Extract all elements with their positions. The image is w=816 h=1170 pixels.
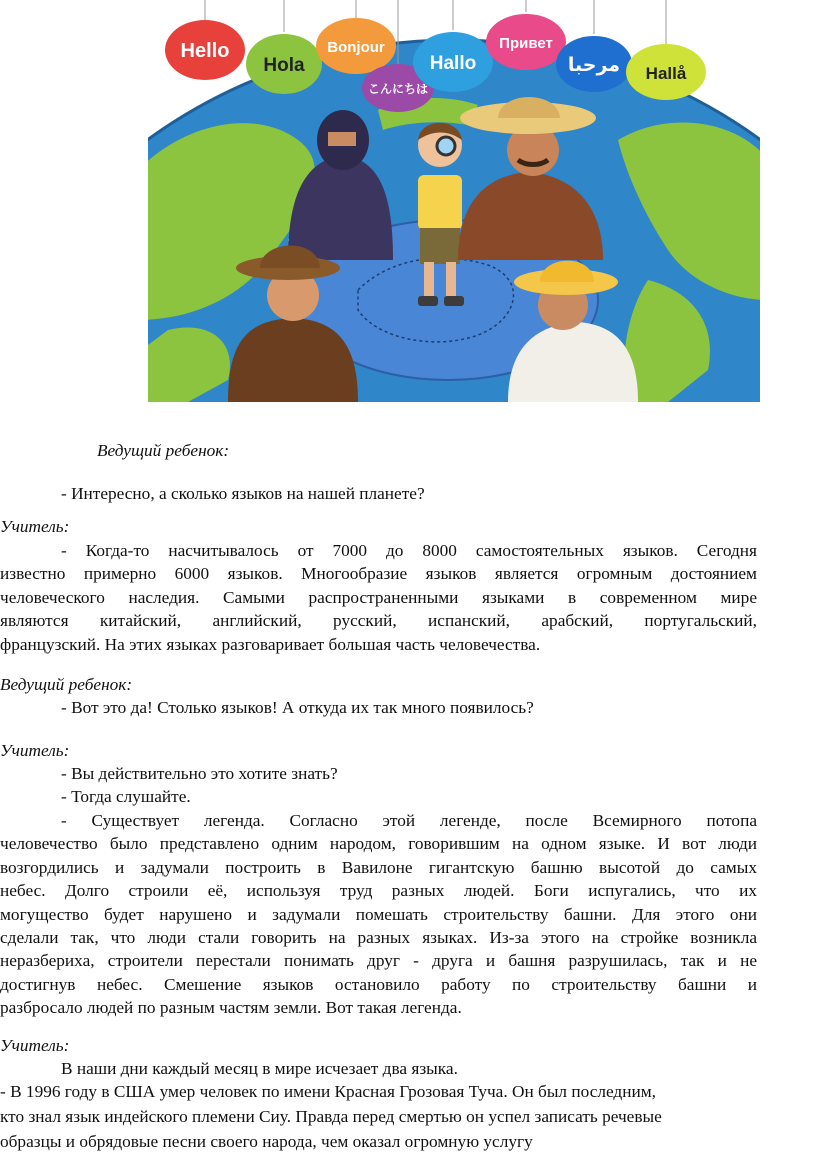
greeting-halla: Hallå [645,64,687,83]
paragraph-line: являются китайский, английский, русский, испанский, арабский, португальский, [0,611,757,631]
question-line: - Интересно, а сколько языков на нашей планете? [61,484,425,503]
paragraph-line: французский. На этих языках разговаривает большая часть человечества. [0,634,541,654]
final-line: - В 1996 году в США умер человек по имени Красная Грозовая Туча. Он был последним, [0,1082,656,1101]
greeting-hola: Hola [263,55,305,76]
legend-line: человечество было представлено одним народом, говорившим на одном языке. И вот люди [0,834,757,854]
speaker-teacher: Учитель: [0,1036,70,1055]
legend-line: возгордились и задумали построить в Вавилоне гигантскую башню высотой до самых [0,857,757,877]
greeting-hallo: Hallo [429,53,477,74]
dialogue-line: - Тогда слушайте. [61,787,191,806]
greeting-marhaba: مرحبا [567,55,621,76]
dialogue-line: - Вы действительно это хотите знать? [61,764,338,783]
paragraph-line: известно примерно 6000 языков. Многообразие языков является огромным достоянием [0,564,757,584]
greeting-bonjour: Bonjour [327,39,385,56]
speaker-teacher: Учитель: [0,517,70,536]
hero-illustration [148,0,760,402]
speaker-lead-child: Ведущий ребенок: [97,441,230,460]
paragraph-line: - Когда-то насчитывалось от 7000 до 8000 самостоятельных языков. Сегодня [61,541,757,560]
legend-line: неразбериха, строители перестали понимать друг - друга и башня разрушилась, так и не [0,951,757,971]
legend-line: небес. Долго строили её, используя труд разных людей. Боги испугались, что их [0,881,757,901]
dialogue-line: В наши дни каждый месяц в мире исчезает два языка. [61,1059,458,1078]
legend-line: могущество будет нарушено и задумали помешать строительству башни. Для этого они [0,904,757,924]
final-line: образцы и обрядовые песни своего народа, чем оказал огромную услугу [0,1132,533,1151]
greeting-hello: Hello [180,40,230,62]
legend-line: - Существует легенда. Согласно этой легенде, после Всемирного потопа [61,811,757,830]
final-line: кто знал язык индейского племени Сиу. Правда перед смертью он успел записать речевые [0,1107,662,1126]
legend-line: разбросало людей по разным частям земли. Вот такая легенда. [0,998,462,1018]
legend-line: достигнув небес. Смешение языков остановило работу по строительству башни и [0,974,757,994]
speaker-lead-child: Ведущий ребенок: [0,675,133,694]
speaker-teacher: Учитель: [0,741,70,760]
exclamation-line: - Вот это да! Столько языков! А откуда их так много появилось? [61,698,534,717]
paragraph-line: человеческого наследия. Самыми распространенными языками в современном мире [0,587,757,607]
legend-line: сделали так, что люди стали говорить на разных языках. Из-за этого на стройке возникла [0,928,757,947]
greeting-privet: Привет [499,35,553,52]
greeting-konnichiwa: こんにちは [367,82,429,96]
